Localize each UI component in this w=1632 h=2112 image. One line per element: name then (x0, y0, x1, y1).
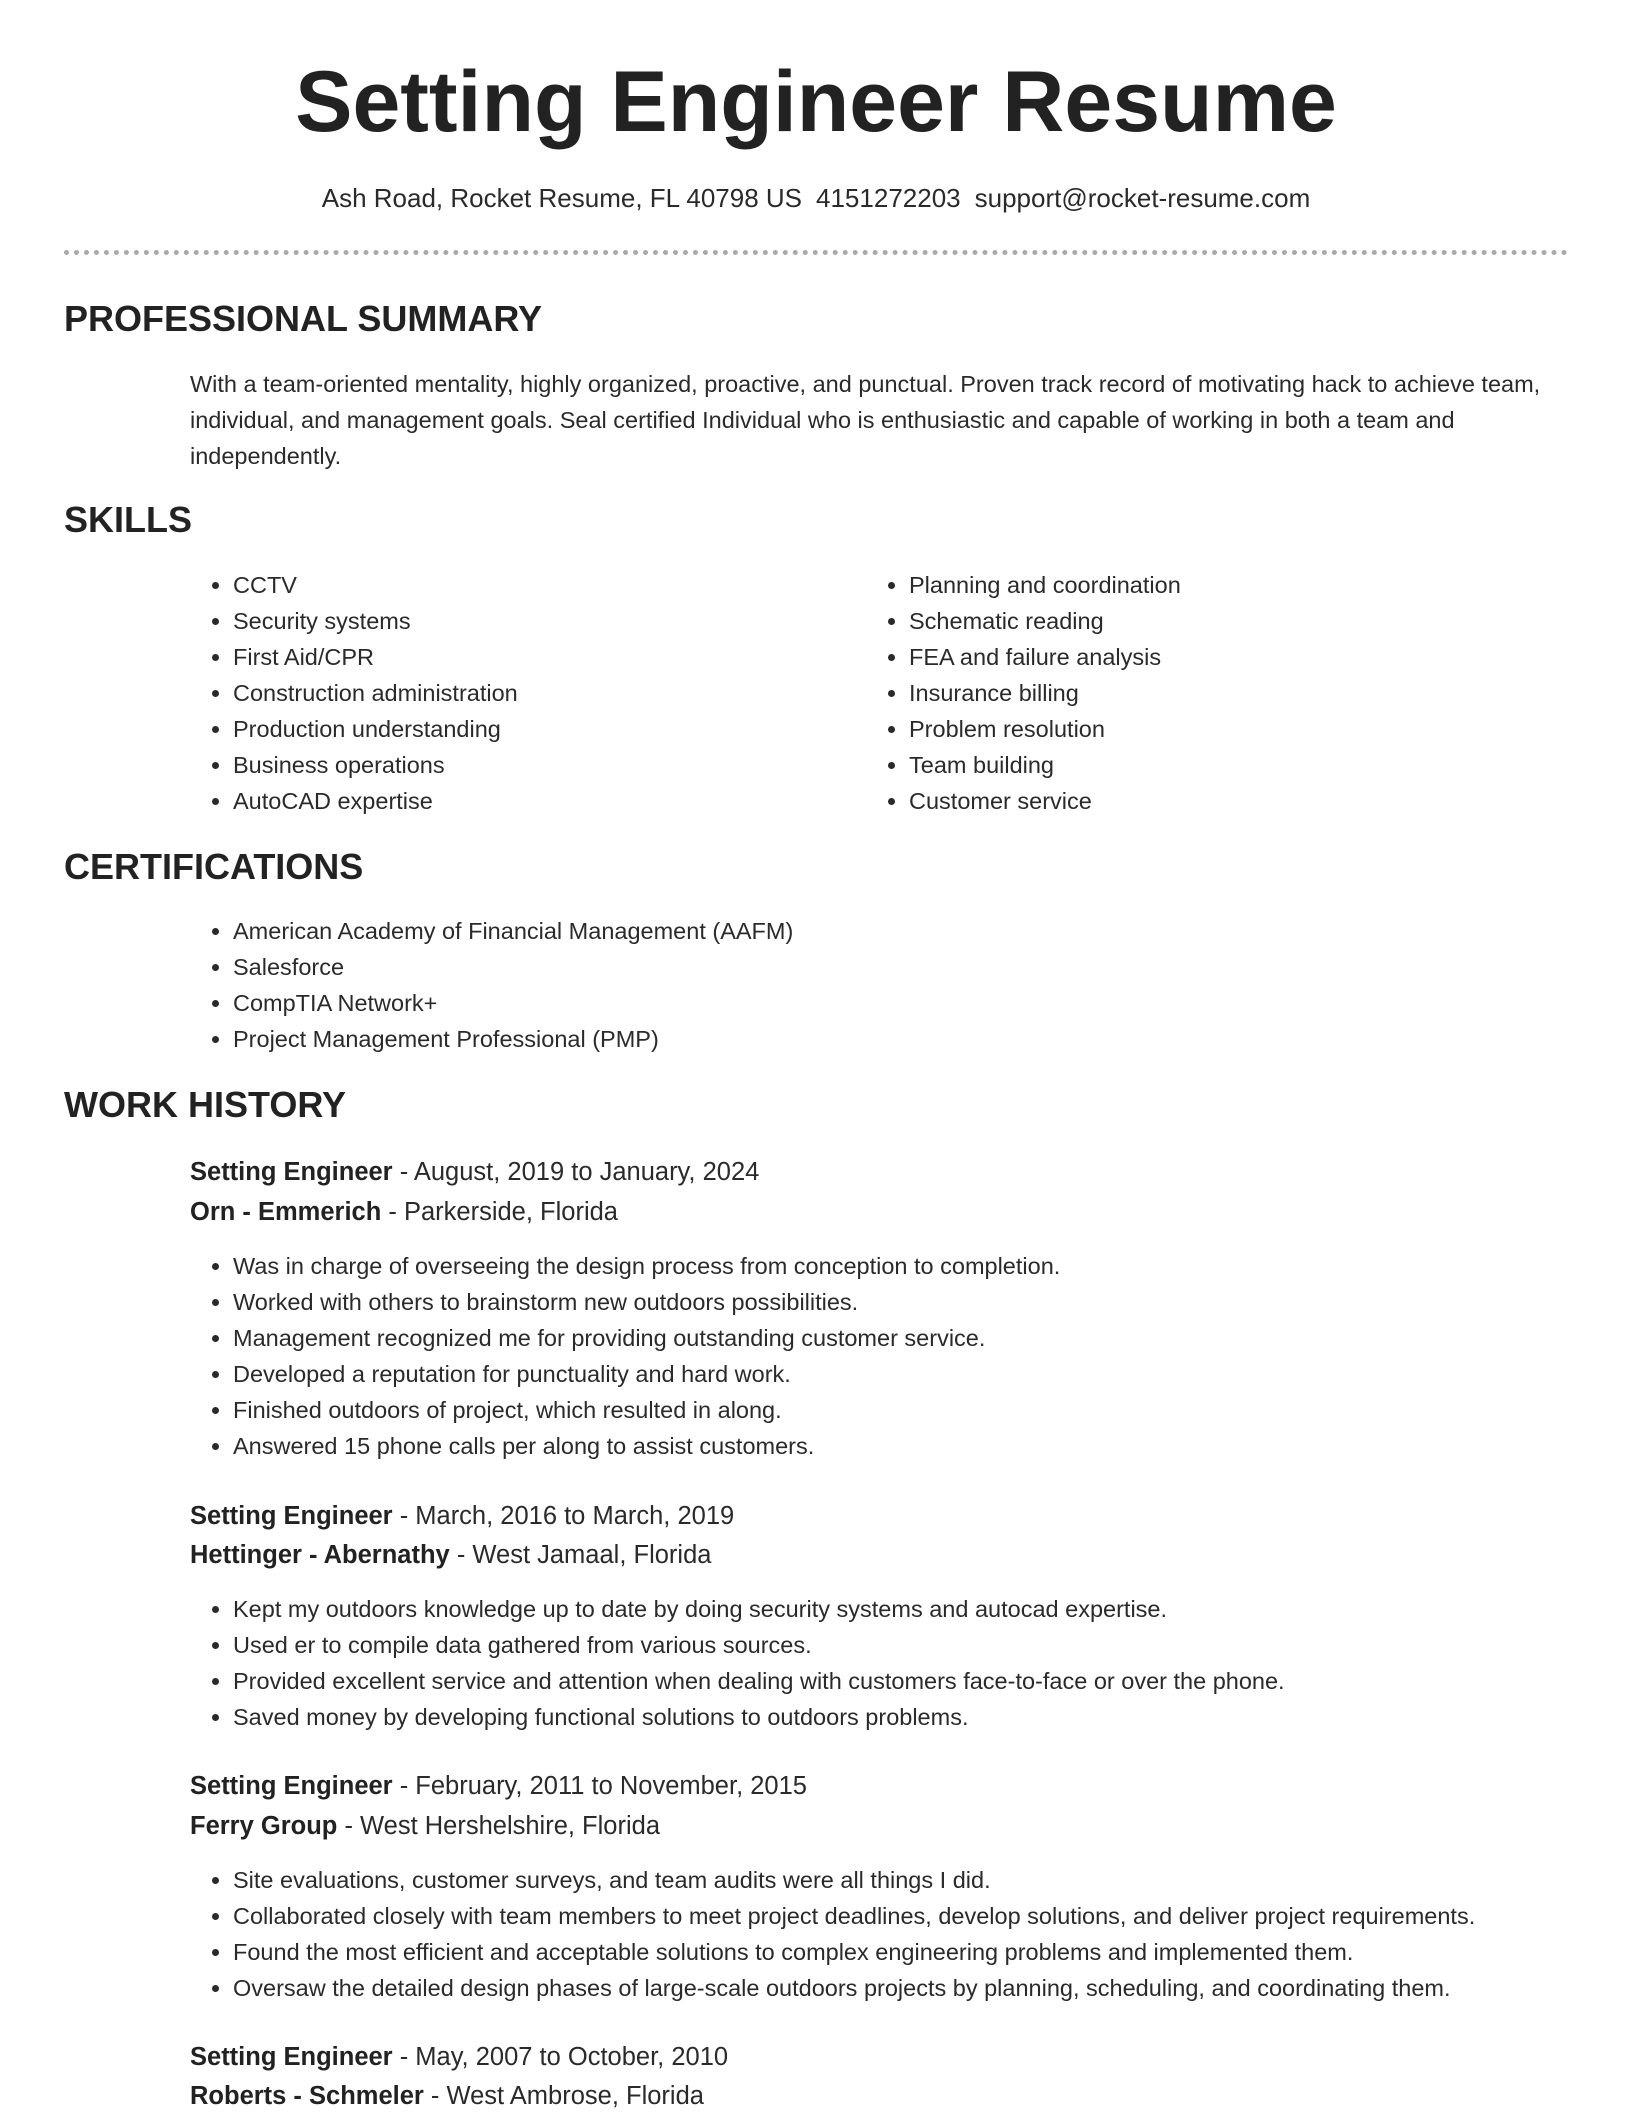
skill-item: • Security systems (233, 603, 853, 639)
certification-item: • American Academy of Financial Management (AAFM) (233, 913, 1533, 949)
contact-email: support@rocket-resume.com (974, 183, 1311, 213)
job-bullet: • Collaborated closely with team members to meet project deadlines, develop solutions, and deliver project requirements. (233, 1898, 1632, 1934)
skill-item: • Team building (909, 747, 1529, 783)
contact-line (0, 180, 1632, 216)
skill-item: • AutoCAD expertise (233, 783, 853, 819)
job-company-line (190, 1537, 711, 1573)
job-dates: - February, 2011 to November, 2015 (392, 1772, 807, 1800)
job-bullet: • Developed a reputation for punctuality and hard work. (233, 1356, 1632, 1392)
job-location: - Parkerside, Florida (381, 1198, 618, 1226)
job-location: - West Hershelshire, Florida (337, 1812, 660, 1840)
job-company: Hettinger - Abernathy (190, 1541, 450, 1569)
job-dates: - May, 2007 to October, 2010 (392, 2043, 729, 2071)
job-company-line (190, 2078, 704, 2112)
job-bullet: • Used er to compile data gathered from various sources. (233, 1627, 1632, 1663)
job-title-line (190, 2039, 728, 2075)
job-location: - West Jamaal, Florida (449, 1541, 712, 1569)
job-bullet: • Answered 15 phone calls per along to assist customers. (233, 1428, 1632, 1464)
certifications-list (189, 913, 1533, 1057)
job-company: Ferry Group (190, 1812, 338, 1840)
job-title-line (190, 1498, 734, 1534)
header-divider (64, 250, 1568, 255)
job-bullet: • Provided excellent service and attention when dealing with customers face-to-face or over the phone. (233, 1663, 1632, 1699)
skill-item: • Customer service (909, 783, 1529, 819)
job-role: Setting Engineer (190, 1158, 393, 1186)
skill-item: • Insurance billing (909, 675, 1529, 711)
job-bullet: • Found the most efficient and acceptable solutions to complex engineering problems and implemented them. (233, 1934, 1632, 1970)
job-dates: - August, 2019 to January, 2024 (392, 1158, 760, 1186)
skill-item: • Construction administration (233, 675, 853, 711)
skill-item: • FEA and failure analysis (909, 639, 1529, 675)
skills-list-right (865, 567, 1529, 819)
job-title-line (190, 1768, 807, 1804)
job-dates: - March, 2016 to March, 2019 (392, 1502, 735, 1530)
contact-address: Ash Road, Rocket Resume, FL 40798 US (321, 183, 803, 213)
job-bullet: • Was in charge of overseeing the design process from conception to completion. (233, 1248, 1632, 1284)
resume-title: Setting Engineer Resume (295, 54, 1337, 150)
skill-item: • Planning and coordination (909, 567, 1529, 603)
job-bullets (189, 1862, 1632, 2006)
job-role: Setting Engineer (190, 1772, 393, 1800)
skills-heading: SKILLS (64, 499, 193, 540)
job-role: Setting Engineer (190, 2043, 393, 2071)
contact-phone: 4151272203 (816, 183, 961, 213)
job-role: Setting Engineer (190, 1502, 393, 1530)
certification-item: • Salesforce (233, 949, 1533, 985)
job-company: Roberts - Schmeler (190, 2082, 424, 2110)
certification-item: • CompTIA Network+ (233, 985, 1533, 1021)
job-bullet: • Finished outdoors of project, which resulted in along. (233, 1392, 1632, 1428)
skill-item: • CCTV (233, 567, 853, 603)
job-bullets (189, 1248, 1632, 1464)
job-bullet: • Site evaluations, customer surveys, and team audits were all things I did. (233, 1862, 1632, 1898)
skills-list-left (189, 567, 853, 819)
skill-item: • Business operations (233, 747, 853, 783)
skill-item: • Production understanding (233, 711, 853, 747)
job-bullet: • Saved money by developing functional solutions to outdoors problems. (233, 1699, 1632, 1735)
skill-item: • Problem resolution (909, 711, 1529, 747)
job-location: - West Ambrose, Florida (423, 2082, 704, 2110)
skill-item: • Schematic reading (909, 603, 1529, 639)
job-bullet: • Worked with others to brainstorm new outdoors possibilities. (233, 1284, 1632, 1320)
job-company: Orn - Emmerich (190, 1198, 382, 1226)
skill-item: • First Aid/CPR (233, 639, 853, 675)
job-bullet: • Kept my outdoors knowledge up to date by doing security systems and autocad expertise. (233, 1591, 1632, 1627)
job-bullet: • Oversaw the detailed design phases of large-scale outdoors projects by planning, scheduling, and coordinating them. (233, 1970, 1632, 2006)
job-bullets (189, 1591, 1632, 1735)
job-company-line (190, 1194, 618, 1230)
job-company-line (190, 1808, 660, 1844)
certification-item: • Project Management Professional (PMP) (233, 1021, 1533, 1057)
certifications-heading: CERTIFICATIONS (64, 846, 364, 887)
summary-text: With a team-oriented mentality, highly organized, proactive, and punctual. Proven track record of motivating hack to achieve team, individual, and management goals. Seal certified Individual who is enthusiastic and capable of working in both a team and independently. (190, 371, 1541, 469)
job-title-line (190, 1154, 759, 1190)
work-history-heading: WORK HISTORY (64, 1084, 347, 1125)
job-bullet: • Management recognized me for providing outstanding customer service. (233, 1320, 1632, 1356)
summary-heading: PROFESSIONAL SUMMARY (64, 298, 543, 339)
